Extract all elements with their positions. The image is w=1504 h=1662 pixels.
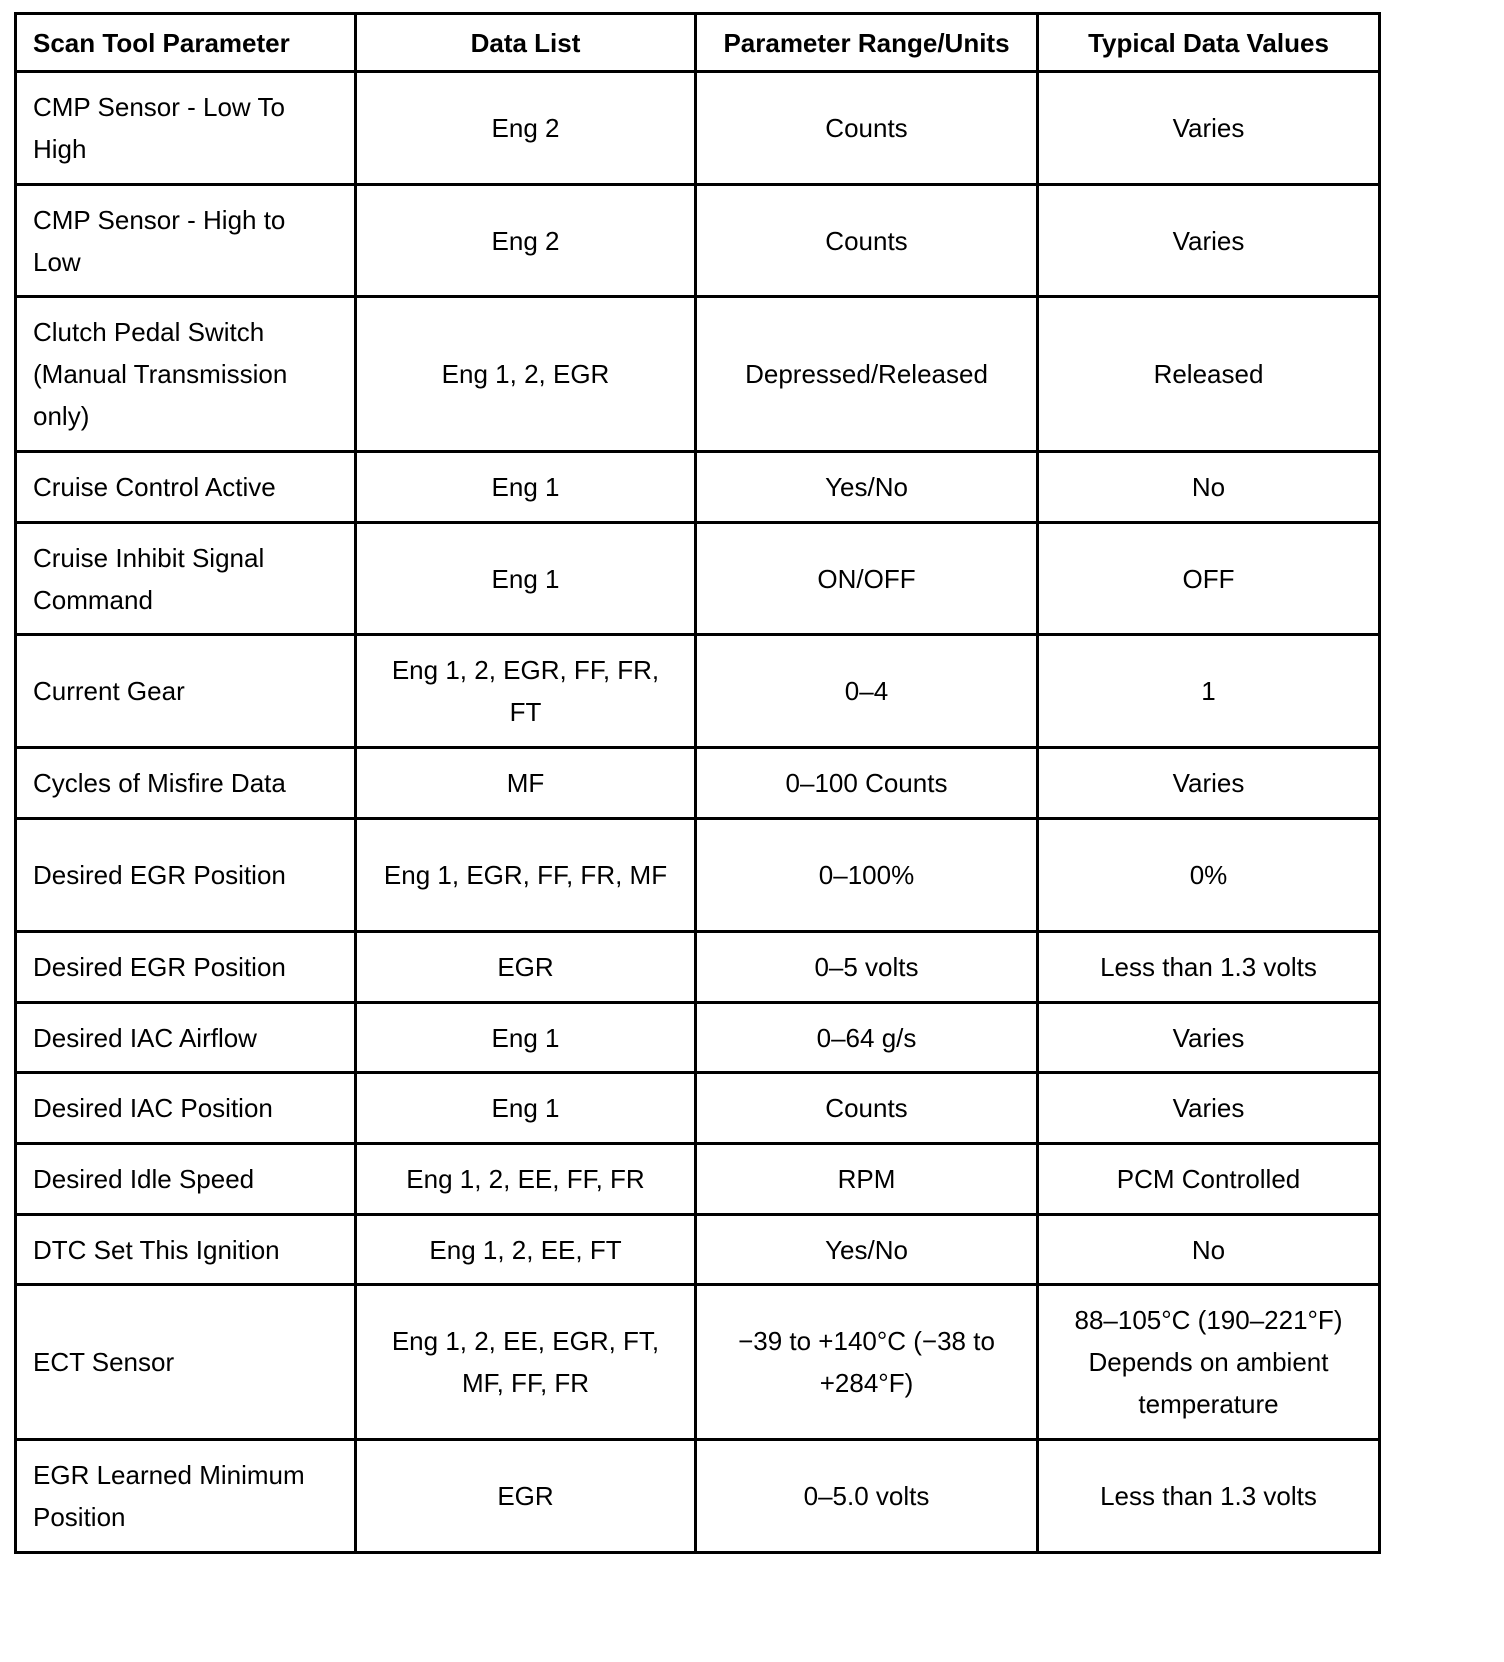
cell-typical-value: 0% bbox=[1038, 819, 1380, 932]
cell-range-units: 0–100% bbox=[696, 819, 1038, 932]
cell-typical-value: No bbox=[1038, 452, 1380, 523]
cell-typical-value: Varies bbox=[1038, 1003, 1380, 1073]
cell-parameter: Cruise Control Active bbox=[16, 452, 356, 523]
cell-parameter: DTC Set This Ignition bbox=[16, 1215, 356, 1285]
cell-parameter: Desired IAC Airflow bbox=[16, 1003, 356, 1073]
table-row bbox=[16, 185, 1380, 297]
cell-data-list: Eng 1 bbox=[356, 1073, 696, 1144]
table-row bbox=[16, 1144, 1380, 1215]
cell-data-list: Eng 1, 2, EGR bbox=[356, 297, 696, 452]
cell-range-units: Depressed/Released bbox=[696, 297, 1038, 452]
cell-parameter: Desired EGR Position bbox=[16, 932, 356, 1003]
cell-typical-value: Less than 1.3 volts bbox=[1038, 932, 1380, 1003]
cell-typical-value: Varies bbox=[1038, 748, 1380, 819]
cell-range-units: 0–100 Counts bbox=[696, 748, 1038, 819]
cell-parameter: Clutch Pedal Switch (Manual Transmission only) bbox=[16, 297, 356, 452]
header-typical-data-values: Typical Data Values bbox=[1038, 14, 1380, 72]
cell-parameter: CMP Sensor - Low To High bbox=[16, 72, 356, 185]
scan-tool-parameter-table bbox=[14, 12, 1381, 1554]
header-scan-tool-parameter: Scan Tool Parameter bbox=[16, 14, 356, 72]
cell-data-list: EGR bbox=[356, 932, 696, 1003]
cell-typical-value: Released bbox=[1038, 297, 1380, 452]
cell-parameter: EGR Learned Minimum Position bbox=[16, 1440, 356, 1553]
table-row bbox=[16, 1003, 1380, 1073]
cell-range-units: RPM bbox=[696, 1144, 1038, 1215]
cell-parameter: Desired EGR Position bbox=[16, 819, 356, 932]
cell-typical-value: PCM Controlled bbox=[1038, 1144, 1380, 1215]
table-row bbox=[16, 1285, 1380, 1440]
cell-data-list: Eng 1 bbox=[356, 523, 696, 635]
cell-typical-value: Varies bbox=[1038, 185, 1380, 297]
cell-parameter: Desired IAC Position bbox=[16, 1073, 356, 1144]
cell-data-list: Eng 1, 2, EE, EGR, FT, MF, FF, FR bbox=[356, 1285, 696, 1440]
cell-data-list: MF bbox=[356, 748, 696, 819]
cell-data-list: Eng 1, 2, EGR, FF, FR, FT bbox=[356, 635, 696, 748]
header-parameter-range-units: Parameter Range/Units bbox=[696, 14, 1038, 72]
cell-data-list: Eng 1 bbox=[356, 452, 696, 523]
cell-typical-value: 1 bbox=[1038, 635, 1380, 748]
table-row bbox=[16, 932, 1380, 1003]
cell-typical-value: 88–105°C (190–221°F) Depends on ambient temperature bbox=[1038, 1285, 1380, 1440]
cell-typical-value: No bbox=[1038, 1215, 1380, 1285]
cell-typical-value: Varies bbox=[1038, 72, 1380, 185]
cell-data-list: Eng 1, 2, EE, FF, FR bbox=[356, 1144, 696, 1215]
cell-range-units: ON/OFF bbox=[696, 523, 1038, 635]
table-row bbox=[16, 452, 1380, 523]
table-row bbox=[16, 297, 1380, 452]
cell-range-units: 0–4 bbox=[696, 635, 1038, 748]
cell-range-units: 0–64 g/s bbox=[696, 1003, 1038, 1073]
cell-data-list: Eng 1, EGR, FF, FR, MF bbox=[356, 819, 696, 932]
table-header-row bbox=[16, 14, 1380, 72]
table-row bbox=[16, 748, 1380, 819]
header-data-list: Data List bbox=[356, 14, 696, 72]
cell-data-list: Eng 1 bbox=[356, 1003, 696, 1073]
cell-parameter: ECT Sensor bbox=[16, 1285, 356, 1440]
cell-range-units: −39 to +140°C (−38 to +284°F) bbox=[696, 1285, 1038, 1440]
cell-range-units: Counts bbox=[696, 185, 1038, 297]
cell-range-units: Counts bbox=[696, 1073, 1038, 1144]
table-body bbox=[16, 72, 1380, 1553]
table-row bbox=[16, 523, 1380, 635]
cell-typical-value: Less than 1.3 volts bbox=[1038, 1440, 1380, 1553]
cell-parameter: Current Gear bbox=[16, 635, 356, 748]
table-row bbox=[16, 1440, 1380, 1553]
cell-parameter: CMP Sensor - High to Low bbox=[16, 185, 356, 297]
cell-range-units: Counts bbox=[696, 72, 1038, 185]
table-row bbox=[16, 819, 1380, 932]
cell-parameter: Desired Idle Speed bbox=[16, 1144, 356, 1215]
table-row bbox=[16, 1073, 1380, 1144]
table-row bbox=[16, 635, 1380, 748]
cell-typical-value: Varies bbox=[1038, 1073, 1380, 1144]
table-row bbox=[16, 1215, 1380, 1285]
cell-data-list: Eng 1, 2, EE, FT bbox=[356, 1215, 696, 1285]
cell-data-list: Eng 2 bbox=[356, 185, 696, 297]
cell-data-list: Eng 2 bbox=[356, 72, 696, 185]
cell-range-units: Yes/No bbox=[696, 452, 1038, 523]
cell-range-units: Yes/No bbox=[696, 1215, 1038, 1285]
cell-parameter: Cruise Inhibit Signal Command bbox=[16, 523, 356, 635]
cell-parameter: Cycles of Misfire Data bbox=[16, 748, 356, 819]
cell-typical-value: OFF bbox=[1038, 523, 1380, 635]
cell-range-units: 0–5 volts bbox=[696, 932, 1038, 1003]
table-row bbox=[16, 72, 1380, 185]
cell-range-units: 0–5.0 volts bbox=[696, 1440, 1038, 1553]
cell-data-list: EGR bbox=[356, 1440, 696, 1553]
